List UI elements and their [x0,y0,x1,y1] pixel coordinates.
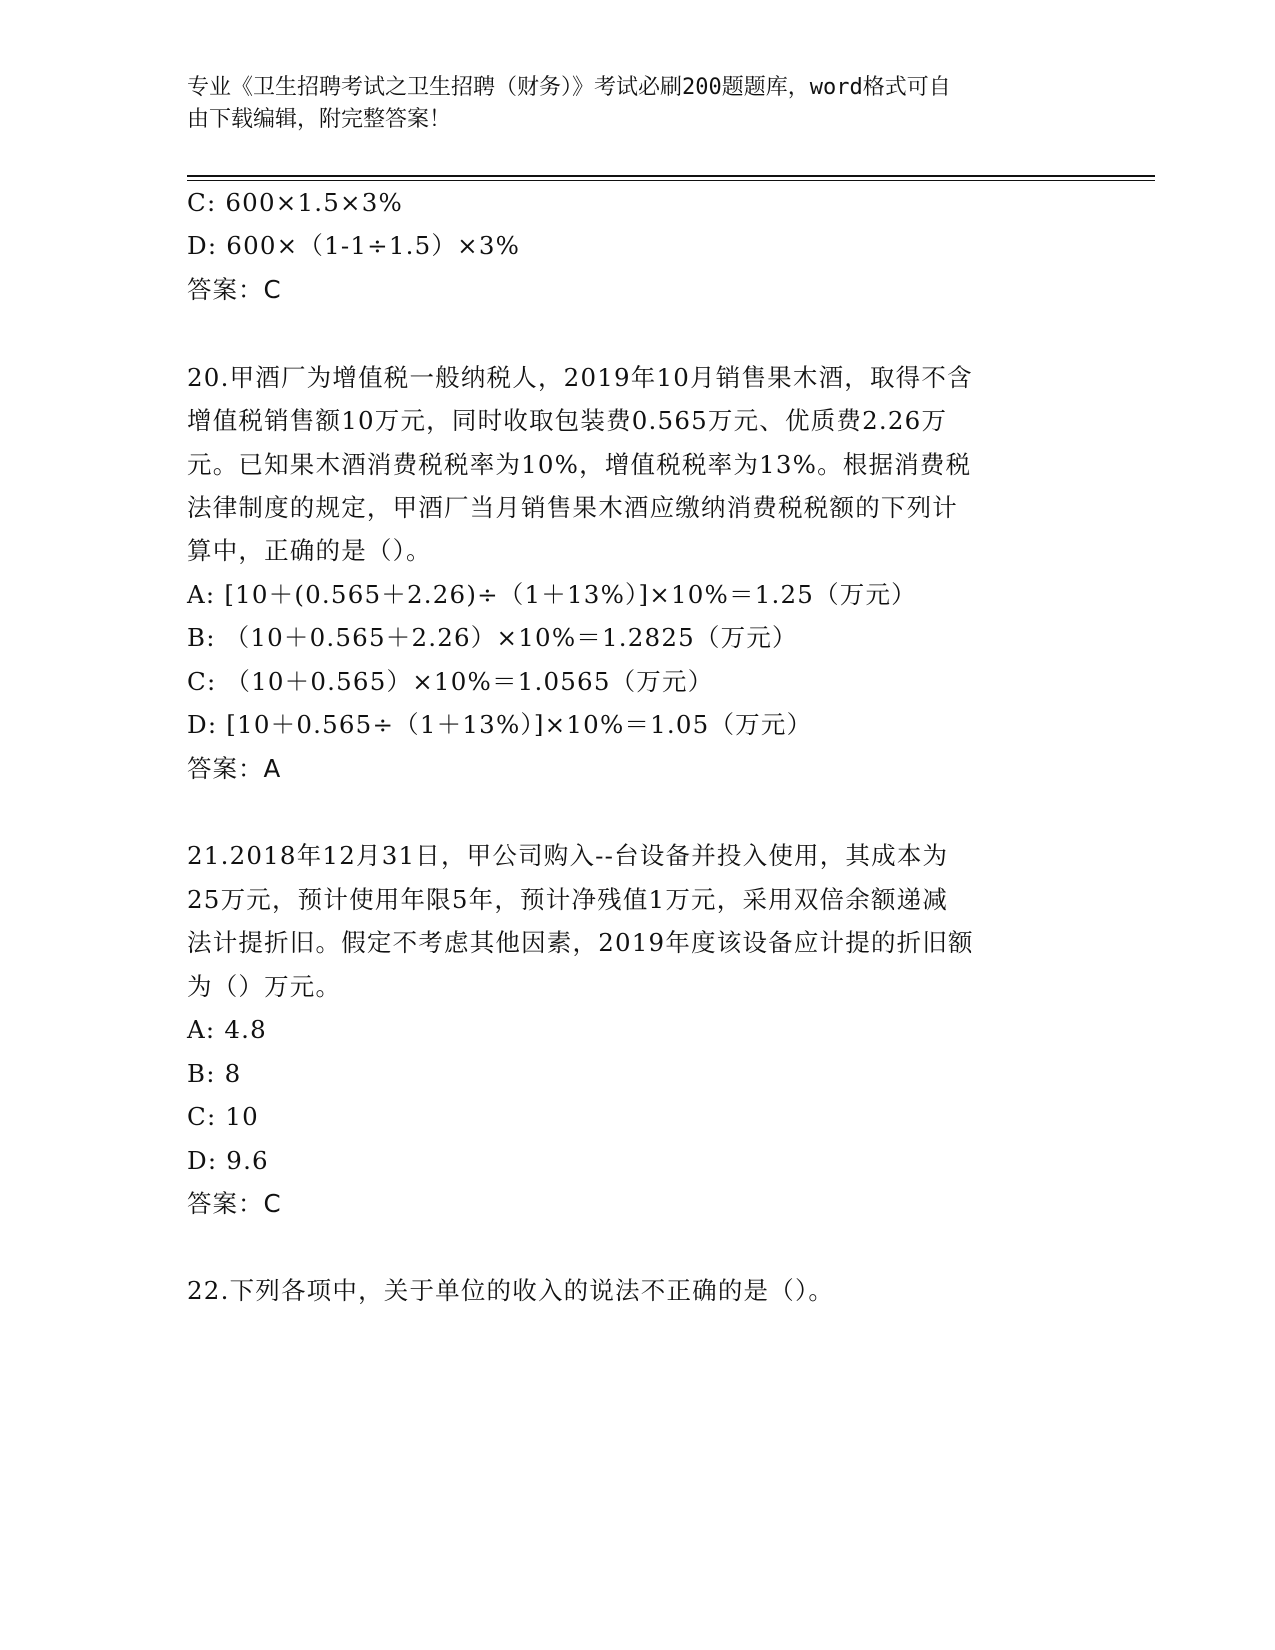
document-header [187,72,1087,136]
q21-line-3: 法计提折旧。假定不考虑其他因素，2019年度该设备应计提的折旧额 [187,928,974,957]
q20-option-c: C: （10＋0.565）×10%＝1.0565（万元） [187,667,714,696]
q19-option-c: C: 600×1.5×3% [187,188,404,217]
header-rule-thick [187,175,1155,177]
q20-line-1: 20.甲酒厂为增值税一般纳税人，2019年10月销售果木酒，取得不含 [187,363,973,392]
q20-line-3: 元。已知果木酒消费税税率为10%，增值税税率为13%。根据消费税 [187,450,972,479]
header-line-2: 由下载编辑，附完整答案！ [187,107,452,132]
q21-line-2: 25万元，预计使用年限5年，预计净残值1万元，采用双倍余额递减 [187,885,949,914]
q21-option-d: D: 9.6 [187,1146,269,1175]
q22-line-1: 22.下列各项中，关于单位的收入的说法不正确的是（）。 [187,1276,835,1305]
q20-line-5: 算中，正确的是（）。 [187,536,432,565]
q20-answer: 答案：A [187,754,282,783]
q20-option-b: B: （10＋0.565＋2.26）×10%＝1.2825（万元） [187,623,798,652]
q20-line-4: 法律制度的规定，甲酒厂当月销售果木酒应缴纳消费税税额的下列计 [187,493,958,522]
q20-option-d: D: [10＋0.565÷（1＋13%）]×10%＝1.05（万元） [187,710,813,739]
q20-option-a: A: [10＋(0.565＋2.26)÷（1＋13%）]×10%＝1.25（万元） [187,580,917,609]
q21-option-c: C: 10 [187,1102,259,1131]
q21-option-a: A: 4.8 [187,1015,267,1044]
q21-option-b: B: 8 [187,1059,242,1088]
header-line-1: 专业《卫生招聘考试之卫生招聘（财务）》考试必刷200题题库，word格式可自 [187,75,951,100]
q21-line-4: 为（）万元。 [187,972,342,1001]
q21-line-1: 21.2018年12月31日，甲公司购入--台设备并投入使用，其成本为 [187,841,949,870]
q19-answer: 答案：C [187,275,282,304]
q20-line-2: 增值税销售额10万元，同时收取包装费0.565万元、优质费2.26万 [187,406,948,435]
q21-answer: 答案：C [187,1189,282,1218]
q19-option-d: D: 600×（1-1÷1.5）×3% [187,231,521,260]
